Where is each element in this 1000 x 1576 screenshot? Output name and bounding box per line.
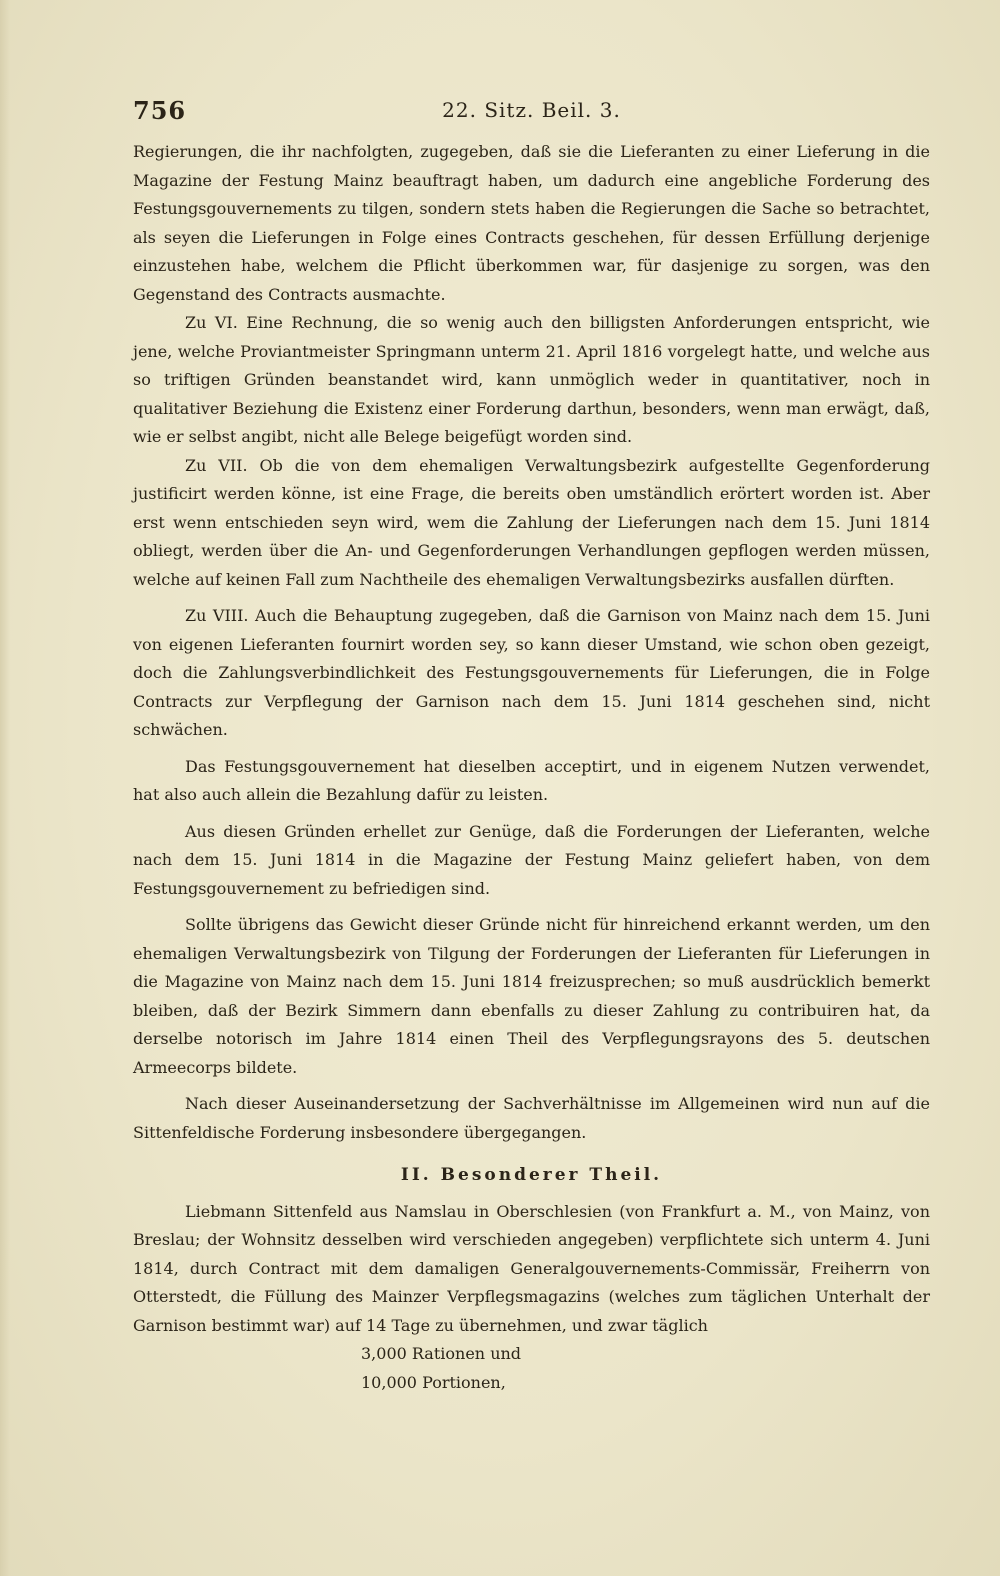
paragraph-zu-vi: Zu VI. Eine Rechnung, die so wenig auch den billigsten Anforderungen entspricht, wie jene, welche Proviantmeister Springmann unterm 21. April 1816 vorgelegt hatte, und welche aus so triftigen Gründen beanstandet wird, kann unmöglich weder in quantitativer, noch in qualitativer Beziehung die Existenz einer Forderung darthun, besonders, wenn man erwägt, daß, wie er selbst angibt, nicht alle Belege beigefügt worden sind. [133,313,930,446]
body-text [133,138,930,1397]
section-heading: II. Besonderer Theil. [400,1165,663,1185]
paragraph-continuation: Regierungen, die ihr nachfolgten, zugegeben, daß sie die Lieferanten zu einer Lieferung in die Magazine der Festung Mainz beauftragt haben, um dadurch eine angebliche Forderung des Festungsgouvernements zu tilgen, sondern stets haben die Regierungen die Sache so betrachtet, als seyen die Lieferungen in Folge eines Contracts geschehen, für dessen Erfüllung derjenige einzustehen habe, welchem die Pflicht überkommen war, für dasjenige zu sorgen, was den Gegenstand des Contracts ausmachte. [133,142,930,304]
running-head: 22. Sitz. Beil. 3. [442,98,621,122]
paragraph-acceptance: Das Festungsgouvernement hat dieselben acceptirt, und in eigenem Nutzen verwendet, hat also auch allein die Bezahlung dafür zu leisten. [133,756,930,804]
list-item: 10,000 Portionen, [361,1372,506,1392]
paragraph-conclusion: Aus diesen Gründen erhellet zur Genüge, daß die Forderungen der Lieferanten, welche nach dem 15. Juni 1814 in die Magazine der Festung Mainz geliefert haben, von dem Festungsgouvernement zu befriedigen sind. [133,821,930,898]
paragraph-transition: Nach dieser Auseinandersetzung der Sachverhältnisse im Allgemeinen wird nun auf die Sittenfeldische Forderung insbesondere übergegangen. [133,1094,930,1142]
paragraph-zu-viii: Zu VIII. Auch die Behauptung zugegeben, daß die Garnison von Mainz nach dem 15. Juni von eigenen Lieferanten fournirt worden sey, so kann dieser Umstand, wie schon oben gezeigt, doch die Zahlungsverbindlichkeit des Festungsgouvernements für Lieferungen, die in Folge Contracts zur Verpflegung der Garnison nach dem 15. Juni 1814 geschehen sind, nicht schwächen. [133,606,930,739]
paragraph-sittenfeld: Liebmann Sittenfeld aus Namslau in Oberschlesien (von Frankfurt a. M., von Mainz, von Breslau; der Wohnsitz desselben wird verschieden angegeben) verpflichtete sich unterm 4. Juni 1814, durch Contract mit dem damaligen Generalgouvernements-Commissär, Freiherrn von Otterstedt, die Füllung des Mainzer Verpflegsmagazins (welches zum täglichen Unterhalt der Garnison bestimmt war) auf 14 Tage zu übernehmen, und zwar täglich [133,1201,930,1335]
list-item: 3,000 Rationen und [361,1344,522,1363]
paragraph-simmern: Sollte übrigens das Gewicht dieser Gründe nicht für hinreichend erkannt werden, um den ehemaligen Verwaltungsbezirk von Tilgung der Forderungen der Lieferanten für Lieferungen in die Magazine von Mainz nach dem 15. Juni 1814 freizusprechen; so muß ausdrücklich bemerkt bleiben, daß der Bezirk Simmern dann ebenfalls zu dieser Zahlung zu contribuiren hat, da derselbe notorisch im Jahre 1814 einen Theil des Verpflegungsrayons des 5. deutschen Armeecorps bildete. [133,915,930,1077]
page-number: 756 [133,96,187,125]
paragraph-zu-vii: Zu VII. Ob die von dem ehemaligen Verwaltungsbezirk aufgestellte Gegenforderung justificirt werden könne, ist eine Frage, die bereits oben umständlich erörtert worden ist. Aber erst wenn entschieden seyn wird, wem die Zahlung der Lieferungen nach dem 15. Juni 1814 obliegt, werden über die An- und Gegenforderungen Verhandlungen gepflogen werden müssen, welche auf keinen Fall zum Nachtheile des ehemaligen Verwaltungsbezirks ausfallen dürften. [133,455,930,589]
page-edge-shadow [0,0,10,1576]
page-header [133,96,930,128]
